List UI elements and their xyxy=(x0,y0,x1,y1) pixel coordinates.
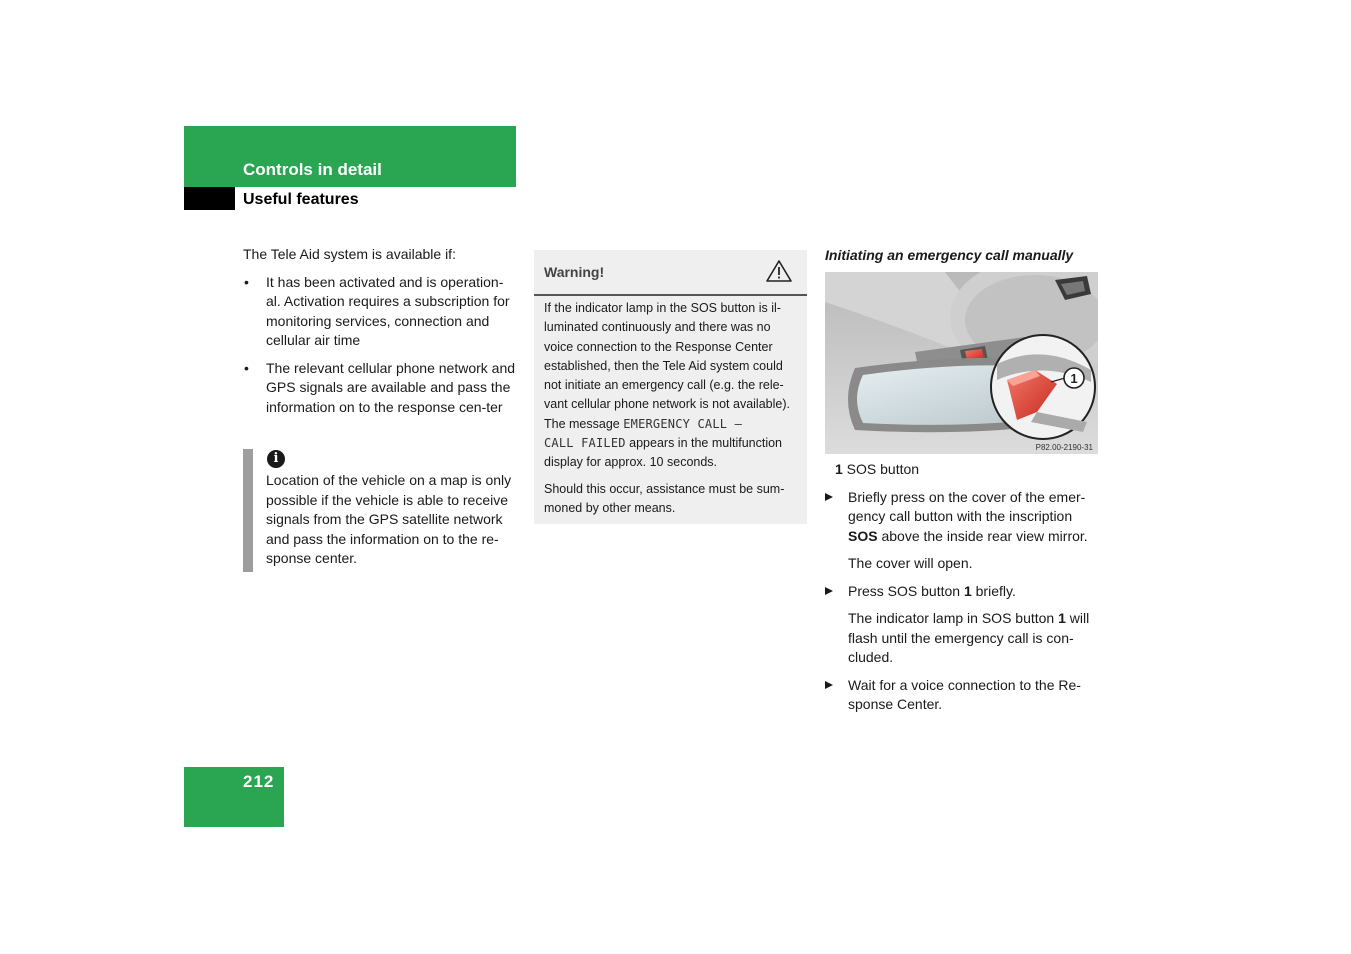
step-text: will flash until the emergency call is con-cluded. xyxy=(848,610,1090,665)
info-note xyxy=(243,449,518,572)
procedure-steps xyxy=(825,488,1098,715)
callout-reference: 1 xyxy=(963,582,972,599)
figure-legend xyxy=(825,460,1098,480)
step-text: above the inside rear view mirror. xyxy=(877,527,1088,544)
step-text: Press SOS button xyxy=(848,582,964,599)
right-column xyxy=(825,245,1098,723)
header-marker xyxy=(184,187,235,210)
step-arrow-icon xyxy=(825,587,833,595)
sos-label: SOS xyxy=(848,527,878,544)
warning-title: Warning! xyxy=(544,264,605,280)
step-text: Briefly press on the cover of the emer-gency call button with the inscription xyxy=(848,488,1086,524)
mirror-illustration-svg xyxy=(825,272,1098,454)
page-number: 212 xyxy=(243,772,275,791)
list-item: • It has been activated and is operation-al. Activation requires a subscription for monitoring services, connection and cellular air time xyxy=(243,273,518,351)
info-text: Location of the vehicle on a map is only possible if the vehicle is able to receive signals from the GPS satellite network and pass the information on to the re-sponse center. xyxy=(266,472,512,566)
callout-reference: 1 xyxy=(1058,610,1066,626)
warning-paragraph: Should this occur, assistance must be sum-moned by other means. xyxy=(544,481,785,515)
callout-number: 1 xyxy=(1070,371,1078,386)
step-text: briefly. xyxy=(971,582,1016,599)
step-arrow-icon xyxy=(825,493,833,501)
warning-text: appears in the multifunction display for approx. 10 seconds. xyxy=(544,436,783,470)
section-heading: Initiating an emergency call manually xyxy=(825,247,1074,263)
warning-box xyxy=(534,250,807,524)
info-icon: i xyxy=(267,450,285,468)
warning-triangle-icon xyxy=(765,259,793,283)
availability-list xyxy=(243,273,518,418)
list-item xyxy=(825,488,1098,574)
chapter-title: Controls in detail xyxy=(243,160,382,179)
warning-body xyxy=(544,299,802,525)
warning-header xyxy=(534,250,807,296)
warning-paragraph xyxy=(544,299,802,473)
availability-intro: The Tele Aid system is available if: xyxy=(243,246,456,262)
legend-text: SOS button xyxy=(842,461,920,477)
list-item xyxy=(825,582,1098,668)
left-column xyxy=(243,245,518,425)
display-message: EMERGENCY CALL – xyxy=(623,416,743,431)
info-sidebar xyxy=(243,449,253,572)
step-arrow-icon xyxy=(825,681,833,689)
step-text: The indicator lamp in SOS button xyxy=(848,610,1059,626)
legend-number: 1 xyxy=(835,461,843,477)
list-item: • The relevant cellular phone network and GPS signals are available and pass the information on to the response cen-ter xyxy=(243,359,518,418)
step-text: Wait for a voice connection to the Re-sponse Center. xyxy=(848,676,1081,712)
step-result xyxy=(848,609,1098,668)
section-subtitle: Useful features xyxy=(243,191,359,208)
rearview-mirror-illustration xyxy=(825,272,1098,454)
step-result: The cover will open. xyxy=(848,555,973,571)
display-message: CALL FAILED xyxy=(544,436,626,451)
warning-text: If the indicator lamp in the SOS button is il-luminated continuously and there was no voice connection to the Response Center established, then the Tele Aid system could not initiate an emergency call (e.g. the rele-vant cellular phone network is not available). The message xyxy=(544,301,790,431)
figure-code: P82.00-2190-31 xyxy=(1035,443,1093,452)
list-item xyxy=(825,676,1098,715)
